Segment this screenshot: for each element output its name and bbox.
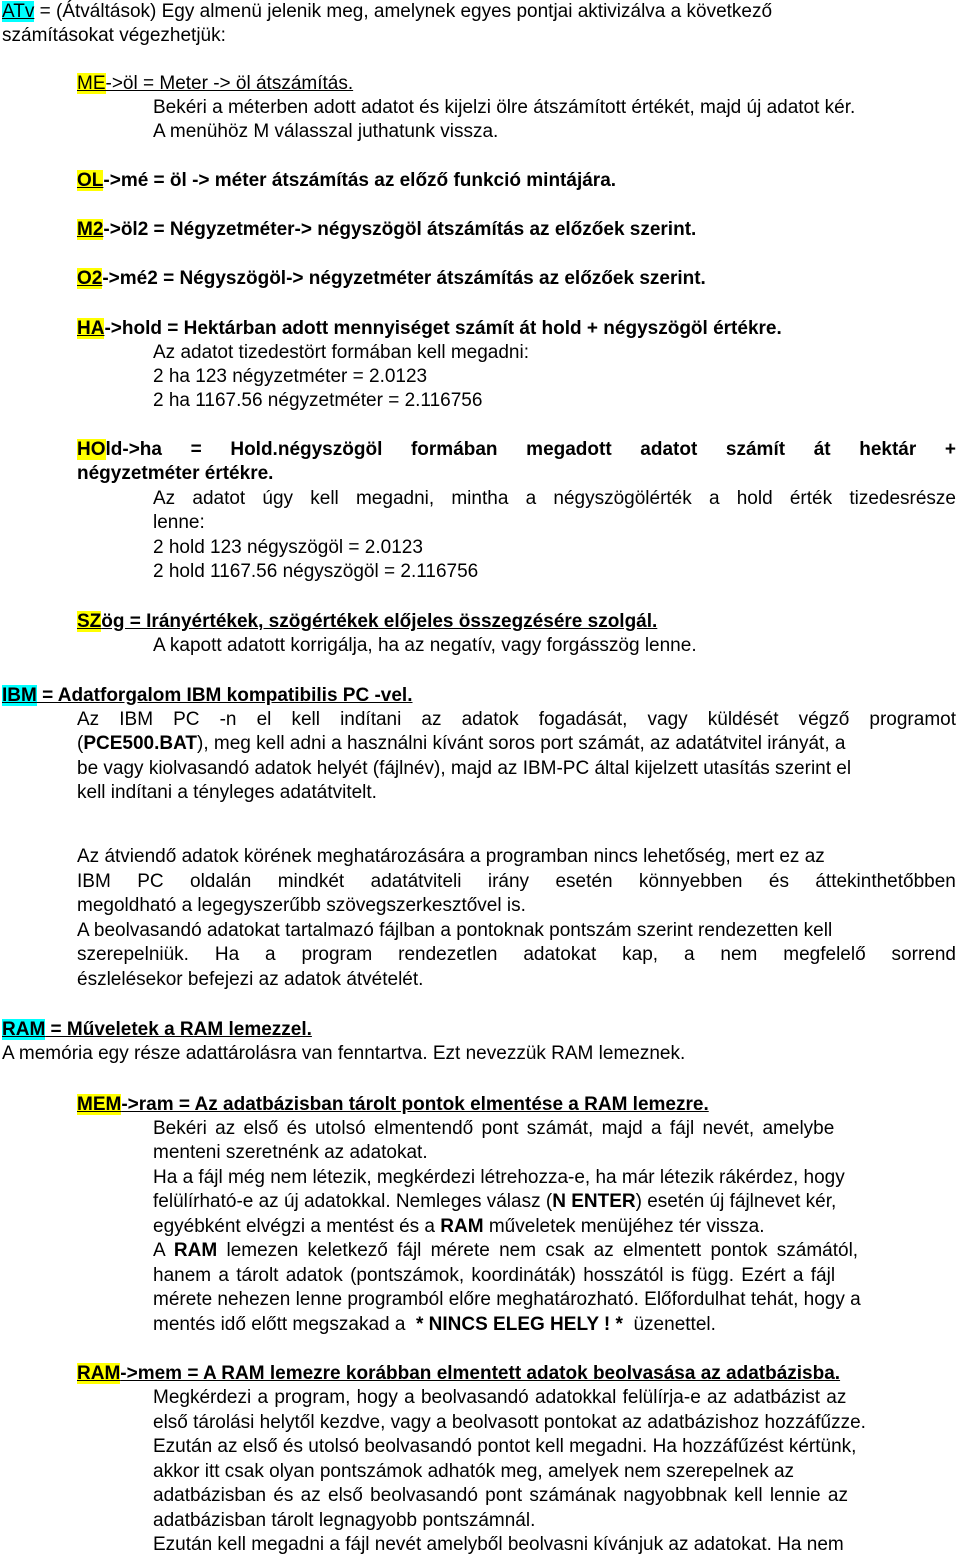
mem-line8: mérete nehezen lenne programból előre meghatározható. Előfordulhat tehát, hogy a bbox=[153, 1289, 861, 1310]
hold-key: HO bbox=[77, 439, 106, 460]
ibm-p2-line1: Az átviendő adatok körének meghatározására a programban nincs lehetőség, mert ez az bbox=[77, 846, 825, 867]
me-title: ME->öl = Meter -> öl átszámítás. bbox=[77, 73, 354, 94]
ram-title: RAM = Műveletek a RAM lemezzel. bbox=[2, 1019, 312, 1040]
ha-desc-3: 2 ha 1167.56 négyzetméter = 2.116756 bbox=[153, 390, 483, 411]
hold-word: át bbox=[813, 439, 831, 460]
ha-title: HA->hold = Hektárban adott mennyiséget számít át hold + négyszögöl értékre. bbox=[77, 318, 782, 339]
ol-title: OL->mé = öl -> méter átszámítás az előző funkció mintájára. bbox=[77, 170, 617, 191]
me-key: ME bbox=[77, 73, 106, 94]
hold-title-line2: négyzetméter értékre. bbox=[77, 463, 274, 484]
mem-title: MEM->ram = Az adatbázisban tárolt pontok elmentése a RAM lemezre. bbox=[77, 1094, 709, 1115]
m2-key: M2 bbox=[77, 219, 104, 240]
rammem-key: RAM bbox=[77, 1363, 121, 1384]
mem-line5: egyébként elvégzi a mentést és a RAM műveletek menüjéhez tér vissza. bbox=[153, 1216, 765, 1237]
rammem-line4: akkor itt csak olyan pontszámok adhatók meg, amelyek nem szerepelnek az bbox=[153, 1461, 795, 1482]
pce500-bat: PCE500.BAT bbox=[83, 733, 198, 754]
rammem-line3: Ezután az első és utolsó beolvasandó pontot kell megadni. Ha hozzáfűzést kértünk, bbox=[153, 1436, 857, 1457]
ha-desc-2: 2 ha 123 négyzetméter = 2.0123 bbox=[153, 366, 428, 387]
hold-word: = bbox=[190, 439, 202, 460]
ibm-p2-line2: IBM PC oldalán mindkét adatátviteli irány esetén könnyebben és áttekinthetőbben bbox=[77, 871, 956, 892]
hold-word: adatot bbox=[640, 439, 698, 460]
m2-title: M2->öl2 = Négyzetméter-> négyszögöl átszámítás az előzőek szerint. bbox=[77, 219, 697, 240]
hold-desc-2: lenne: bbox=[153, 512, 205, 533]
hold-word: formában bbox=[410, 439, 498, 460]
mem-line9: mentés idő előtt megszakad a * NINCS ELEG HELY ! * üzenettel. bbox=[153, 1314, 716, 1335]
hold-word: számít bbox=[725, 439, 786, 460]
ibm-p1-line4: kell indítani a tényleges adatátvitelt. bbox=[77, 782, 377, 803]
szog-title: SZög = Irányértékek, szögértékek előjeles összegzésére szolgál. bbox=[77, 611, 658, 632]
hold-desc-1: Az adatot úgy kell megadni, mintha a négyszögölérték a hold érték tizedesrésze bbox=[153, 488, 956, 509]
hold-word: hektár bbox=[859, 439, 917, 460]
atv-header-line2: számításokat végezhetjük: bbox=[2, 25, 226, 46]
rammem-line2: első tárolási helytől kezdve, vagy a beolvasott pontokat az adatbázishoz hozzáfűzze. bbox=[153, 1412, 866, 1433]
mem-line2: menteni szeretnénk az adatokat. bbox=[153, 1142, 428, 1163]
hold-word: megadott bbox=[526, 439, 612, 460]
ibm-key: IBM bbox=[2, 685, 37, 706]
me-desc-1: Bekéri a méterben adott adatot és kijelzi ölre átszámított értékét, majd új adatot kér. bbox=[153, 97, 856, 118]
atv-header-line1: ATv = (Átváltások) Egy almenü jelenik meg, amelynek egyes pontjai aktivizálva a következő bbox=[2, 1, 773, 22]
hold-desc-3: 2 hold 123 négyszögöl = 2.0123 bbox=[153, 537, 423, 558]
ha-key: HA bbox=[77, 318, 105, 339]
mem-line6: A RAM lemezen keletkező fájl mérete nem csak az elmentett pontok számától, bbox=[153, 1240, 859, 1261]
ram-desc-1: A memória egy része adattárolásra van fenntartva. Ezt nevezzük RAM lemeznek. bbox=[2, 1043, 686, 1064]
szog-desc-1: A kapott adatott korrigálja, ha az negatív, vagy forgásszög lenne. bbox=[153, 635, 697, 656]
rammem-line7: Ezután kell megadni a fájl nevét amelyből beolvasni kívánjuk az adatokat. Ha nem bbox=[153, 1534, 844, 1555]
rammem-line6: adatbázisban tárolt legnagyobb pontszámnál. bbox=[153, 1510, 536, 1531]
hold-title-line1 bbox=[77, 438, 956, 462]
ibm-p3-line3: észlelésekor befejezi az adatok átvételét. bbox=[77, 969, 424, 990]
ibm-title: IBM = Adatforgalom IBM kompatibilis PC -vel. bbox=[2, 685, 413, 706]
mem-line3: Ha a fájl még nem létezik, megkérdezi létrehozza-e, ha már létezik rákérdez, hogy bbox=[153, 1167, 845, 1188]
mem-line1: Bekéri az első és utolsó elmentendő pont számát, majd a fájl nevét, amelybe bbox=[153, 1118, 835, 1139]
o2-key: O2 bbox=[77, 268, 103, 289]
o2-title: O2->mé2 = Négyszögöl-> négyzetméter átszámítás az előzőek szerint. bbox=[77, 268, 706, 289]
hold-word: Hold.négyszögöl bbox=[230, 439, 383, 460]
me-desc-2: A menühöz M válasszal juthatunk vissza. bbox=[153, 121, 499, 142]
ram-key: RAM bbox=[2, 1019, 46, 1040]
ol-key: OL bbox=[77, 170, 104, 191]
szog-key: SZ bbox=[77, 611, 102, 632]
ha-desc-1: Az adatot tizedestört formában kell megadni: bbox=[153, 342, 529, 363]
mem-line7: hanem a tárolt adatok (pontszámok, koordináták) hosszától is függ. Ezért a fájl bbox=[153, 1265, 836, 1286]
hold-word: + bbox=[944, 439, 956, 460]
rammem-line5: adatbázisban és az első beolvasandó pont számának nagyobbnak kell lennie az bbox=[153, 1485, 848, 1506]
atv-key: ATv bbox=[2, 1, 35, 22]
ibm-p1-line1: Az IBM PC -n el kell indítani az adatok fogadását, vagy küldését végző programot bbox=[77, 709, 956, 730]
mem-key: MEM bbox=[77, 1094, 122, 1115]
ibm-p1-line2: (PCE500.BAT), meg kell adni a használni kívánt soros port számát, az adatátvitel irányát, a bbox=[77, 733, 846, 754]
ibm-p3-line2: szerepelniük. Ha a program rendezetlen adatokat kap, a nem megfelelő sorrend bbox=[77, 944, 956, 965]
ibm-p3-line1: A beolvasandó adatokat tartalmazó fájlban a pontoknak pontszám szerint rendezetten kell bbox=[77, 920, 833, 941]
hold-word: HOld->ha bbox=[77, 439, 162, 460]
ibm-p2-line3: megoldható a legegyszerűbb szövegszerkesztővel is. bbox=[77, 895, 526, 916]
rammem-title: RAM->mem = A RAM lemezre korábban elmentett adatok beolvasása az adatbázisba. bbox=[77, 1363, 841, 1384]
mem-line4: felülírható-e az új adatokkal. Nemleges válasz (N ENTER) esetén új fájlnevet kér, bbox=[153, 1191, 837, 1212]
hold-desc-4: 2 hold 1167.56 négyszögöl = 2.116756 bbox=[153, 561, 479, 582]
rammem-line1: Megkérdezi a program, hogy a beolvasandó adatokkal felülírja-e az adatbázist az bbox=[153, 1387, 847, 1408]
ibm-p1-line3: be vagy kiolvasandó adatok helyét (fájlnév), majd az IBM-PC által kijelzett utasítás szerint el bbox=[77, 758, 852, 779]
